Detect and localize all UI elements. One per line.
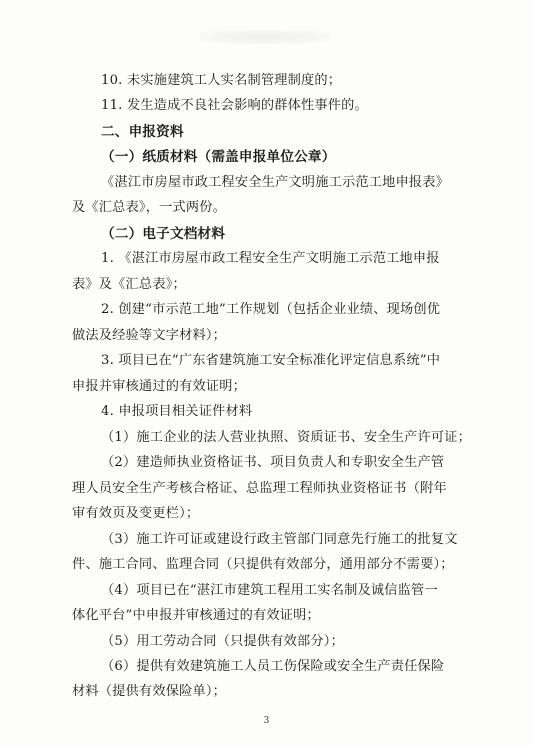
text-line: 及《汇总表》，一式两份。	[72, 200, 227, 215]
text-line: 11. 发生造成不良社会影响的群体性事件的。	[101, 98, 368, 113]
text-line: （5）用工劳动合同（只提供有效部分）；	[101, 634, 344, 649]
text-line: 2. 创建“市示范工地”工作规划（包括企业业绩、现场创优	[101, 302, 441, 317]
scan-shadow	[200, 30, 330, 44]
subsection-heading: （二）电子文档材料	[101, 226, 226, 242]
text-line: （6）提供有效建筑施工人员工伤保险或安全生产责任保险	[101, 659, 445, 674]
text-line: 件、施工合同、监理合同（只提供有效部分，通用部分不需要）；	[72, 557, 454, 572]
section-heading: 二、申报资料	[101, 124, 184, 140]
subsection-heading: （一）纸质材料（需盖申报单位公章）	[101, 149, 336, 165]
text-line: 理人员安全生产考核合格证、总监理工程师执业资格证书（附年	[72, 481, 447, 496]
page-number: 3	[263, 716, 270, 726]
text-line: 4. 申报项目相关证件材料	[101, 404, 253, 419]
text-line: （4）项目已在“湛江市建筑工程用工实名制及诚信监管一	[101, 583, 438, 598]
text-line: 材料（提供有效保险单）；	[72, 684, 227, 699]
text-line: （3）施工许可证或建设行政主管部门同意先行施工的批复文	[101, 532, 458, 547]
text-line: 表》及《汇总表》；	[72, 277, 186, 292]
text-line: 体化平台”中申报并审核通过的有效证明；	[72, 608, 320, 623]
text-line: 申报并审核通过的有效证明；	[72, 379, 247, 394]
text-line: 《湛江市房屋市政工程安全生产文明施工示范工地申报表》	[101, 175, 450, 190]
text-line: 10. 未实施建筑工人实名制管理制度的；	[101, 73, 342, 88]
text-line: 审有效页及变更栏）；	[72, 506, 200, 521]
text-line: （1）施工企业的法人营业执照、资质证书、安全生产许可证；	[101, 430, 472, 445]
text-line: （2）建造师执业资格证书、项目负责人和专职安全生产管	[101, 455, 445, 470]
text-line: 做法及经验等文字材料）；	[72, 328, 227, 343]
text-line: 3. 项目已在“广东省建筑施工安全标准化评定信息系统”中	[101, 353, 441, 368]
text-line: 1. 《湛江市房屋市政工程安全生产文明施工示范工地申报	[101, 251, 440, 266]
